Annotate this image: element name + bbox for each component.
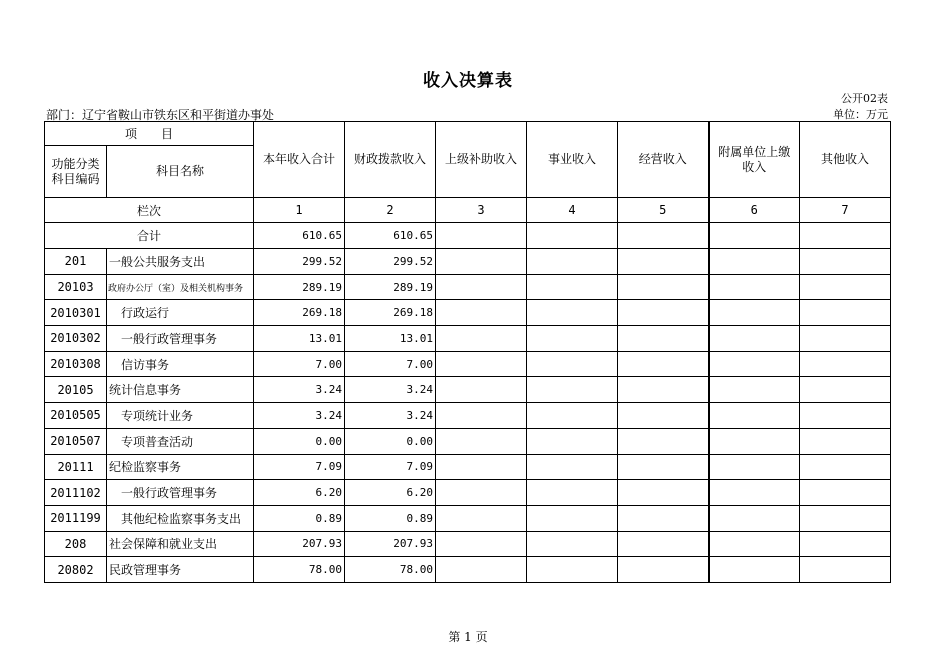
amount-cell [800, 274, 891, 300]
subject-code: 208 [45, 531, 107, 557]
amount-cell [527, 274, 618, 300]
amount-cell [800, 377, 891, 403]
amount-cell [618, 557, 709, 583]
amount-cell [527, 300, 618, 326]
amount-cell: 0.00 [254, 428, 345, 454]
amount-cell: 289.19 [254, 274, 345, 300]
subject-name: 一般行政管理事务 [107, 480, 254, 506]
amount-cell: 0.00 [345, 428, 436, 454]
name-col-header: 科目名称 [107, 146, 254, 198]
subject-code: 20111 [45, 454, 107, 480]
subject-code: 20802 [45, 557, 107, 583]
amount-cell [527, 454, 618, 480]
amount-cell: 269.18 [254, 300, 345, 326]
subject-name: 信访事务 [107, 351, 254, 377]
code-col-header: 功能分类科目编码 [45, 146, 107, 198]
amount-cell [436, 428, 527, 454]
col-num-4: 4 [527, 198, 618, 223]
table-row [45, 274, 891, 300]
amount-cell: 207.93 [345, 531, 436, 557]
amount-cell [709, 505, 800, 531]
amount-cell: 6.20 [254, 480, 345, 506]
subject-name: 民政管理事务 [107, 557, 254, 583]
amount-cell [618, 505, 709, 531]
amount-cell: 299.52 [345, 249, 436, 275]
subject-code: 2011102 [45, 480, 107, 506]
amount-cell [800, 557, 891, 583]
amount-cell: 7.09 [345, 454, 436, 480]
amount-cell [618, 403, 709, 429]
total-value [618, 223, 709, 249]
col-num-7: 7 [800, 198, 891, 223]
table-row [45, 249, 891, 275]
amount-cell: 78.00 [254, 557, 345, 583]
amount-cell [527, 403, 618, 429]
col-header-7: 其他收入 [800, 122, 891, 198]
amount-cell [709, 403, 800, 429]
amount-cell: 299.52 [254, 249, 345, 275]
amount-cell: 13.01 [254, 326, 345, 352]
subject-name: 行政运行 [107, 300, 254, 326]
amount-cell [709, 531, 800, 557]
table-row [45, 300, 891, 326]
subject-name: 政府办公厅（室）及相关机构事务 [107, 274, 254, 300]
subject-name: 社会保障和就业支出 [107, 531, 254, 557]
table-row [45, 505, 891, 531]
amount-cell [709, 480, 800, 506]
amount-cell [618, 454, 709, 480]
amount-cell: 289.19 [345, 274, 436, 300]
amount-cell [436, 351, 527, 377]
amount-cell [436, 403, 527, 429]
amount-cell [618, 480, 709, 506]
amount-cell: 7.09 [254, 454, 345, 480]
subject-code: 2010302 [45, 326, 107, 352]
col-header-6: 附属单位上缴收入 [709, 122, 800, 198]
subject-name: 一般行政管理事务 [107, 326, 254, 352]
amount-cell [709, 300, 800, 326]
total-value [436, 223, 527, 249]
page-number: 第 1 页 [448, 630, 488, 644]
col-header-1: 本年收入合计 [254, 122, 345, 198]
amount-cell [436, 300, 527, 326]
col-header-3: 上级补助收入 [436, 122, 527, 198]
total-value: 610.65 [345, 223, 436, 249]
amount-cell [709, 428, 800, 454]
amount-cell [436, 274, 527, 300]
subject-code: 2010507 [45, 428, 107, 454]
subject-code: 2011199 [45, 505, 107, 531]
table-row [45, 377, 891, 403]
col-header-5: 经营收入 [618, 122, 709, 198]
total-row [45, 223, 891, 249]
table-row [45, 428, 891, 454]
total-value [709, 223, 800, 249]
report-title: 收入决算表 [423, 71, 513, 91]
amount-cell [800, 326, 891, 352]
amount-cell [709, 249, 800, 275]
amount-cell: 7.00 [254, 351, 345, 377]
subject-code: 201 [45, 249, 107, 275]
amount-cell [436, 454, 527, 480]
amount-cell [436, 249, 527, 275]
amount-cell: 3.24 [345, 377, 436, 403]
amount-cell: 3.24 [254, 403, 345, 429]
col-num-1: 1 [254, 198, 345, 223]
subject-code: 2010301 [45, 300, 107, 326]
amount-cell [436, 326, 527, 352]
table-row [45, 531, 891, 557]
subject-name: 专项统计业务 [107, 403, 254, 429]
amount-cell: 0.89 [254, 505, 345, 531]
col-header-2: 财政拨款收入 [345, 122, 436, 198]
amount-cell [527, 480, 618, 506]
table-row [45, 326, 891, 352]
amount-cell [709, 351, 800, 377]
total-label: 合计 [45, 223, 254, 249]
amount-cell [436, 531, 527, 557]
amount-cell [709, 454, 800, 480]
amount-cell [709, 557, 800, 583]
amount-cell [618, 428, 709, 454]
amount-cell: 78.00 [345, 557, 436, 583]
amount-cell: 269.18 [345, 300, 436, 326]
amount-cell [800, 531, 891, 557]
total-value: 610.65 [254, 223, 345, 249]
amount-cell [527, 557, 618, 583]
item-header: 项 目 [45, 122, 254, 146]
table-row [45, 454, 891, 480]
total-value [800, 223, 891, 249]
table-row [45, 480, 891, 506]
amount-cell [800, 351, 891, 377]
col-header-4: 事业收入 [527, 122, 618, 198]
amount-cell [618, 351, 709, 377]
amount-cell [800, 505, 891, 531]
subject-code: 2010505 [45, 403, 107, 429]
subject-code: 20105 [45, 377, 107, 403]
amount-cell [436, 557, 527, 583]
subject-name: 统计信息事务 [107, 377, 254, 403]
amount-cell: 13.01 [345, 326, 436, 352]
amount-cell: 0.89 [345, 505, 436, 531]
amount-cell [618, 300, 709, 326]
amount-cell [800, 300, 891, 326]
amount-cell [527, 377, 618, 403]
col-num-5: 5 [618, 198, 709, 223]
amount-cell [800, 480, 891, 506]
table-row [45, 403, 891, 429]
amount-cell [527, 249, 618, 275]
amount-cell [436, 377, 527, 403]
amount-cell: 207.93 [254, 531, 345, 557]
lanci-label: 栏次 [45, 198, 254, 223]
amount-cell [618, 326, 709, 352]
unit-label: 单位：万元 [833, 108, 888, 121]
amount-cell [436, 505, 527, 531]
table-row [45, 557, 891, 583]
amount-cell [527, 505, 618, 531]
amount-cell [618, 531, 709, 557]
subject-name: 纪检监察事务 [107, 454, 254, 480]
amount-cell [800, 428, 891, 454]
amount-cell: 6.20 [345, 480, 436, 506]
subject-code: 2010308 [45, 351, 107, 377]
amount-cell [618, 274, 709, 300]
amount-cell: 7.00 [345, 351, 436, 377]
subject-name: 专项普查活动 [107, 428, 254, 454]
total-value [527, 223, 618, 249]
form-number: 公开02表 [841, 92, 888, 105]
amount-cell [800, 403, 891, 429]
amount-cell [436, 480, 527, 506]
amount-cell [800, 454, 891, 480]
department-label: 部门：辽宁省鞍山市铁东区和平街道办事处 [46, 108, 275, 122]
amount-cell: 3.24 [254, 377, 345, 403]
col-num-6: 6 [709, 198, 800, 223]
amount-cell [527, 428, 618, 454]
subject-name: 一般公共服务支出 [107, 249, 254, 275]
amount-cell [527, 531, 618, 557]
amount-cell [618, 249, 709, 275]
table-row [45, 351, 891, 377]
amount-cell [527, 326, 618, 352]
amount-cell [618, 377, 709, 403]
amount-cell [709, 274, 800, 300]
subject-code: 20103 [45, 274, 107, 300]
amount-cell [709, 377, 800, 403]
amount-cell [527, 351, 618, 377]
col-num-2: 2 [345, 198, 436, 223]
amount-cell [800, 249, 891, 275]
subject-name: 其他纪检监察事务支出 [107, 505, 254, 531]
income-table [44, 121, 891, 583]
amount-cell: 3.24 [345, 403, 436, 429]
amount-cell [709, 326, 800, 352]
col-num-3: 3 [436, 198, 527, 223]
